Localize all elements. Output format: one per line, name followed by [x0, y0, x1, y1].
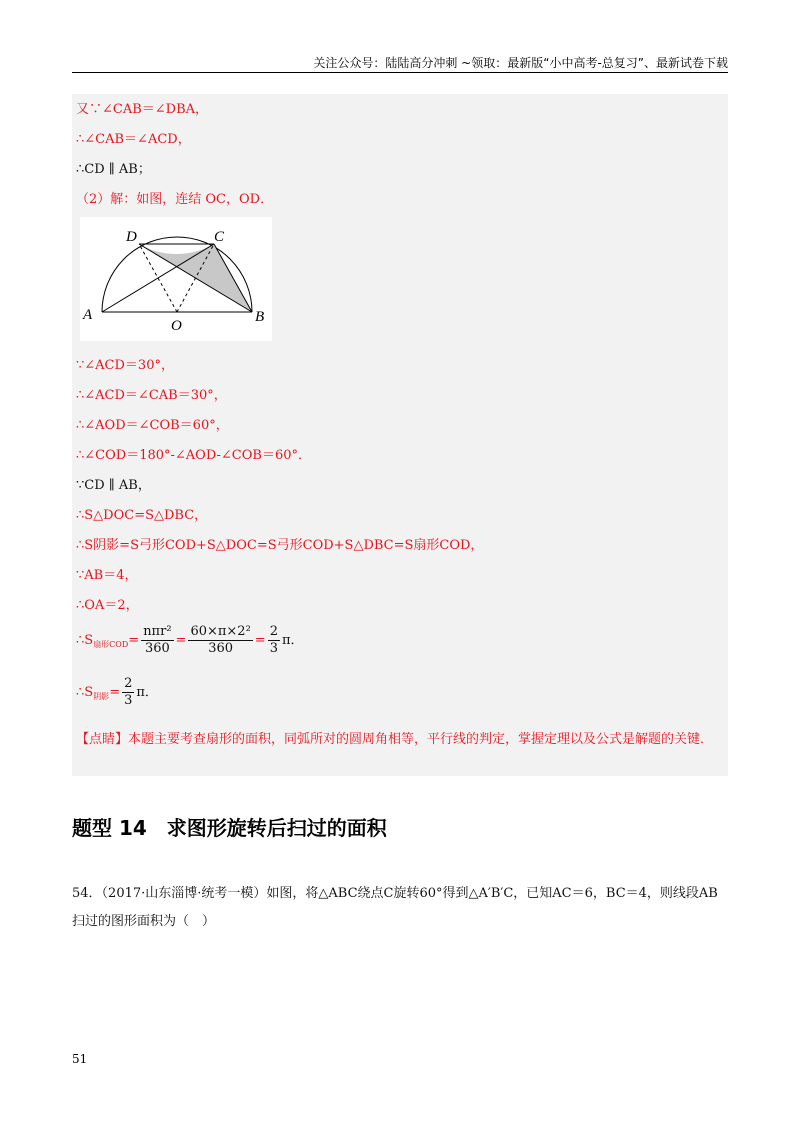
fraction-numerator: 60×π×2² [190, 624, 251, 639]
label-B: B [255, 309, 265, 325]
solution-line: ∴S阴影=S弓形COD+S△DOC=S弓形COD+S△DBC=S扇形COD， [76, 538, 484, 553]
key-point-note: 【点睛】本题主要考查扇形的面积，同弧所对的圆周角相等，平行线的判定，掌握定理以及公式是解题的关键． [76, 732, 714, 747]
header-rule [72, 72, 728, 73]
result-eq: = [109, 685, 121, 700]
formula-prefix: ∴S [76, 633, 94, 648]
fraction [188, 624, 252, 657]
fraction-denominator: 360 [208, 641, 234, 656]
section-title: 题型 14 求图形旋转后扫过的面积 [72, 816, 387, 840]
fraction [122, 676, 134, 709]
label-A: A [83, 307, 93, 323]
label-O: O [171, 318, 182, 334]
fraction-numerator: 2 [269, 624, 278, 639]
solution-line: （2）解：如图，连结 OC，OD． [76, 192, 274, 207]
solution-line: ∵CD ∥ AB， [76, 478, 151, 493]
solution-line: ∴∠AOD＝∠COB＝60°， [76, 418, 229, 433]
fraction-numerator: nπr² [143, 624, 172, 639]
formula-suffix: π． [281, 633, 304, 648]
solution-line: ∴∠COD＝180°-∠AOD-∠COB＝60°． [76, 448, 311, 463]
solution-line: ∴CD ∥ AB； [76, 162, 151, 177]
semicircle-figure [80, 217, 272, 341]
formula-sub: 扇形COD [93, 640, 129, 649]
result-suffix: π． [136, 685, 158, 700]
fraction-denominator: 360 [144, 641, 170, 656]
solution-line: ∴∠CAB＝∠ACD， [76, 132, 191, 147]
label-C: C [214, 229, 225, 245]
problem-54: 54．（2017·山东淄博·统考一模）如图，将△ABC绕点C旋转60°得到△A′B′C，已知AC＝6，BC＝4，则线段AB扫过的图形面积为（ ） [72, 886, 718, 929]
label-D: D [126, 229, 137, 245]
solution-line: ∴S△DOC=S△DBC， [76, 508, 208, 523]
result-prefix: ∴S [76, 685, 94, 700]
result-sub: 阴影 [93, 692, 110, 701]
solution-line: ∵∠ACD＝30°， [76, 358, 174, 373]
page-number: 51 [72, 1052, 88, 1066]
fraction-denominator: 3 [269, 641, 278, 656]
solution-line: 又∵∠CAB＝∠DBA， [76, 102, 209, 117]
sector-area-formula: $\therefore S_{扇形COD}=$ $\frac{\text{nπr²}}{360}$ = $\frac{\text{60×π×2²}}{360}$ = $\frac{2}{3}$ π． [76, 624, 304, 656]
solution-line: ∴∠ACD＝∠CAB＝30°， [76, 388, 227, 403]
solution-line: ∴OA＝2， [76, 598, 139, 613]
page-header: 关注公众号：陆陆高分冲刺 ~领取：最新版“小中高考-总复习”、最新试卷下载 [313, 56, 728, 70]
fraction-numerator: 2 [124, 676, 133, 691]
fraction [141, 624, 173, 657]
fraction [268, 624, 280, 657]
shaded-area-result [76, 676, 158, 709]
fraction-denominator: 3 [124, 693, 133, 708]
figure-svg [80, 217, 272, 341]
solution-line: ∵AB＝4， [76, 568, 138, 583]
